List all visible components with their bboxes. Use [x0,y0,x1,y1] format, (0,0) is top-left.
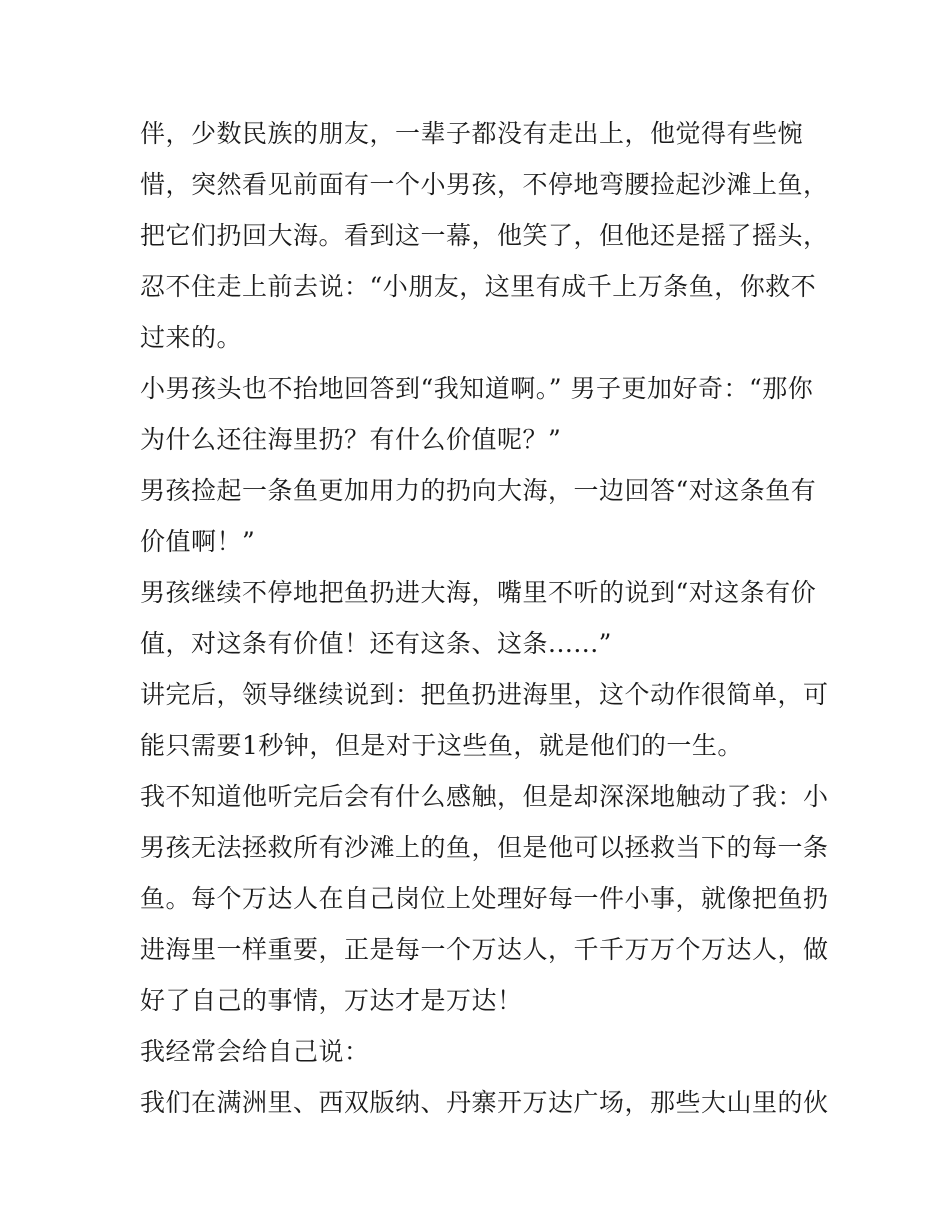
text-line: 好了自己的事情，万达才是万达！ [140,986,523,1015]
text-line: 小男孩头也不抬地回答到“我知道啊。” 男子更加好奇：“那你 [140,374,814,403]
text-line: 忍不住走上前去说：“小朋友，这里有成千上万条鱼，你救不 [140,272,817,301]
text-line: 过来的。 [140,323,243,352]
text-line: 我经常会给自己说： [140,1037,370,1066]
text-line: 惜，突然看见前面有一个小男孩，不停地弯腰捡起沙滩上鱼， [140,170,829,199]
body-text [140,108,829,1128]
text-line: 我们在满洲里、西双版纳、丹寨开万达广场，那些大山里的伙 [140,1088,829,1117]
text-line: 伴，少数民族的朋友，一辈子都没有走出上，他觉得有些惋 [140,119,804,148]
text-line: 值，对这条有价值！还有这条、这条......” [140,629,612,658]
text-line: 我不知道他听完后会有什么感触，但是却深深地触动了我：小 [140,782,829,811]
text-line: 男孩无法拯救所有沙滩上的鱼，但是他可以拯救当下的每一条 [140,833,829,862]
text-line: 鱼。每个万达人在自己岗位上处理好每一件小事，就像把鱼扔 [140,884,829,913]
text-line: 进海里一样重要，正是每一个万达人，千千万万个万达人，做 [140,935,829,964]
text-line: 男孩继续不停地把鱼扔进大海，嘴里不听的说到“对这条有价 [140,578,817,607]
text-line: 能只需要1秒钟，但是对于这些鱼，就是他们的一生。 [140,731,743,760]
text-line: 价值啊！” [140,527,256,556]
text-line: 讲完后，领导继续说到：把鱼扔进海里，这个动作很简单，可 [140,680,829,709]
text-line: 为什么还往海里扔？有什么价值呢？” [140,425,562,454]
text-line: 男孩捡起一条鱼更加用力的扔向大海，一边回答“对这条鱼有 [140,476,817,505]
text-line: 把它们扔回大海。看到这一幕，他笑了，但他还是摇了摇头， [140,221,829,250]
